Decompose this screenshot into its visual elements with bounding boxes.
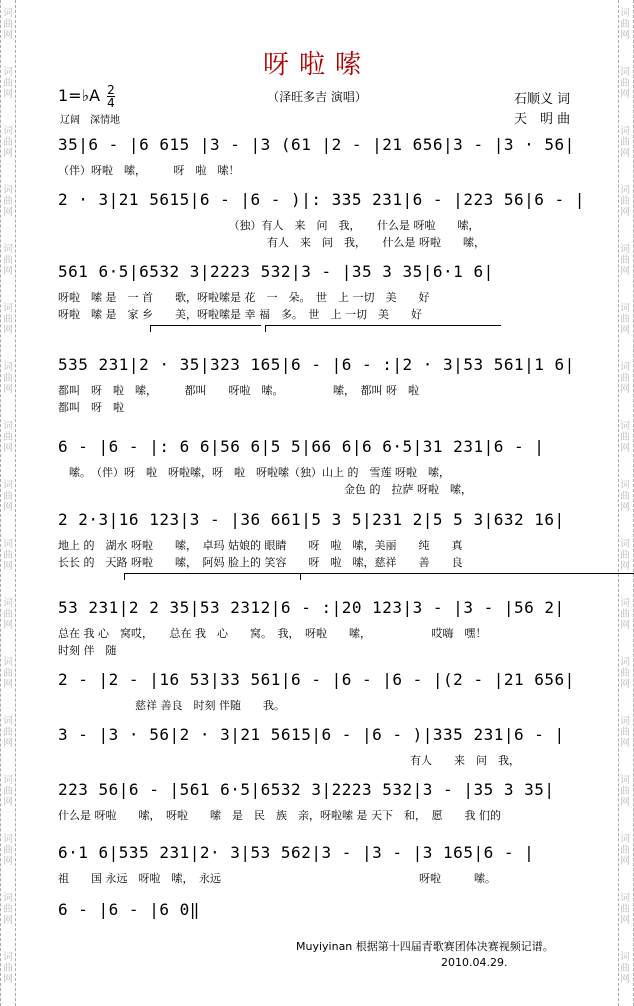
time-denominator: 4 [107,96,115,110]
watermark-text: 词 曲 网 [3,834,13,867]
watermark-text: 词 曲 网 [3,952,13,985]
watermark-text: 词 曲 网 [3,657,13,690]
lyric-line: 总在 我 心 窝哎， 总在 我 心 窝。 我， 呀啦 嗦， 哎嗨 嘿！ [58,627,487,640]
watermark-text: 词 曲 网 [3,185,13,218]
watermark-text: 词 曲 网 [3,421,13,454]
lyric-line: 长长 的 天路 呀啦 嗦， 阿妈 脸上的 笑容 呀 啦 嗦，慈祥 善 良 [58,556,463,569]
tempo-marking: 辽阔 深情地 [60,115,120,126]
notation-line: 53 231|2 2 35|53 2312|6 - :|20 123|3 - |3 - |56 2| [58,598,565,617]
watermark-text: 词 曲 网 [3,716,13,749]
lyric-line: 嗦。 （伴）呀 啦 呀啦嗦，呀 啦 呀啦嗦（独）山上 的 雪莲 呀啦 嗦， [58,466,450,479]
watermark-text: 词 曲 网 [620,598,630,631]
notation-line: 2 · 3|21 5615|6 - |6 - )|: 335 231|6 - |223 56|6 - | [58,190,585,209]
time-numerator: 2 [107,83,115,97]
watermark-text: 词 曲 网 [3,480,13,513]
notation-line: 535 231|2 · 35|323 165|6 - |6 - :|2 · 3|53 561|1 6| [58,355,575,374]
lyric-line: 都叫 呀 啦 嗦， 都叫 呀啦 嗦。 嗦， 都叫 呀 啦 [58,384,419,397]
watermark-text: 词 曲 网 [3,598,13,631]
watermark-text: 词 曲 网 [3,244,13,277]
notation-line: 35|6 - |6 615 |3 - |3 (61 |2 - |21 656|3 - |3 · 56| [58,135,575,154]
lyricist-credit: 石顺义 词 [514,92,571,107]
watermark-text: 词 曲 网 [620,362,630,395]
notation-line: 2 2·3|16 123|3 - |36 661|5 3 5|231 2|5 5 3|632 16| [58,510,565,529]
watermark-text: 词 曲 网 [620,244,630,277]
notation-line: 223 56|6 - |561 6·5|6532 3|2223 532|3 - |35 3 35| [58,780,555,799]
left-watermark-strip [0,0,16,1006]
composer-credit: 天 明 曲 [514,112,571,127]
watermark-text: 词 曲 网 [620,775,630,808]
time-signature [107,84,115,109]
notation-line: 6 - |6 - |6 0‖ [58,900,200,919]
lyric-line: 什么是 呀啦 嗦， 呀啦 嗦 是 民 族 亲，呀啦嗦 是 天下 和， 愿 我 们的 [58,809,501,822]
watermark-text: 词 曲 网 [620,185,630,218]
notation-line: 2 - |2 - |16 53|33 561|6 - |6 - |6 - |(2 - |21 656| [58,670,575,689]
notation-line: 3 - |3 · 56|2 · 3|21 5615|6 - |6 - )|335 231|6 - | [58,725,565,744]
lyric-line: （伴）呀啦 嗦， 呀 啦 嗦！ [58,164,240,177]
watermark-text: 词 曲 网 [3,303,13,336]
lyric-line: 呀啦 嗦 是 家 乡 美，呀啦嗦是 幸 福 多。 世 上 一切 美 好 [58,308,422,321]
watermark-text: 词 曲 网 [3,539,13,572]
lyric-line: 有人 来 问 我， 什么是 呀啦 嗦， [58,236,485,249]
watermark-text: 词 曲 网 [620,421,630,454]
watermark-text: 词 曲 网 [620,67,630,100]
watermark-text: 词 曲 网 [3,126,13,159]
key-text: 1=♭A [58,86,101,105]
watermark-text: 词 曲 网 [3,8,13,41]
key-signature [58,84,115,109]
notation-line: 6 - |6 - |: 6 6|56 6|5 5|66 6|6 6·5|31 231|6 - | [58,437,545,456]
lyric-line: 都叫 呀 啦 [58,401,124,414]
watermark-text: 词 曲 网 [620,539,630,572]
watermark-text: 词 曲 网 [620,834,630,867]
watermark-text: 词 曲 网 [620,8,630,41]
watermark-text: 词 曲 网 [620,716,630,749]
performer-subtitle: （泽旺多吉 演唱） [267,90,367,104]
transcription-note: Muyiyinan 根据第十四届青歌赛团体决赛视频记谱。 [296,940,554,953]
lyric-line: 慈祥 善良 时刻 伴随 我。 [58,699,285,712]
lyric-line: 有人 来 问 我， [58,754,520,767]
lyric-line: 呀啦 嗦 是 一 首 歌，呀啦嗦是 花 一 朵。 世 上 一切 美 好 [58,291,430,304]
watermark-text: 词 曲 网 [3,362,13,395]
lyric-line: 金色 的 拉萨 呀啦 嗦， [58,483,472,496]
volta-bracket [265,325,501,332]
notation-line: 561 6·5|6532 3|2223 532|3 - |35 3 35|6·1 6| [58,262,494,281]
watermark-text: 词 曲 网 [620,952,630,985]
notation-line: 6·1 6|535 231|2· 3|53 562|3 - |3 - |3 165|6 - | [58,843,535,862]
watermark-text: 词 曲 网 [3,775,13,808]
watermark-text: 词 曲 网 [3,67,13,100]
watermark-text: 词 曲 网 [620,126,630,159]
transcription-date: 2010.04.29. [441,956,508,969]
lyric-line: （独）有人 来 问 我， 什么是 呀啦 嗦， [58,219,480,232]
song-title: 呀啦嗦 [262,50,371,80]
volta-bracket [150,325,261,332]
watermark-text: 词 曲 网 [620,657,630,690]
lyric-line: 祖 国 永远 呀啦 嗦， 永远 呀啦 嗦。 [58,872,496,885]
watermark-text: 词 曲 网 [620,893,630,926]
lyric-line: 地上 的 湖水 呀啦 嗦， 卓玛 姑娘的 眼睛 呀 啦 嗦，美丽 纯 真 [58,539,463,552]
volta-bracket [300,573,634,580]
watermark-text: 词 曲 网 [3,893,13,926]
lyric-line: 时刻 伴 随 [58,644,117,657]
watermark-text: 词 曲 网 [620,303,630,336]
watermark-text: 词 曲 网 [620,480,630,513]
right-watermark-strip [618,0,634,1006]
